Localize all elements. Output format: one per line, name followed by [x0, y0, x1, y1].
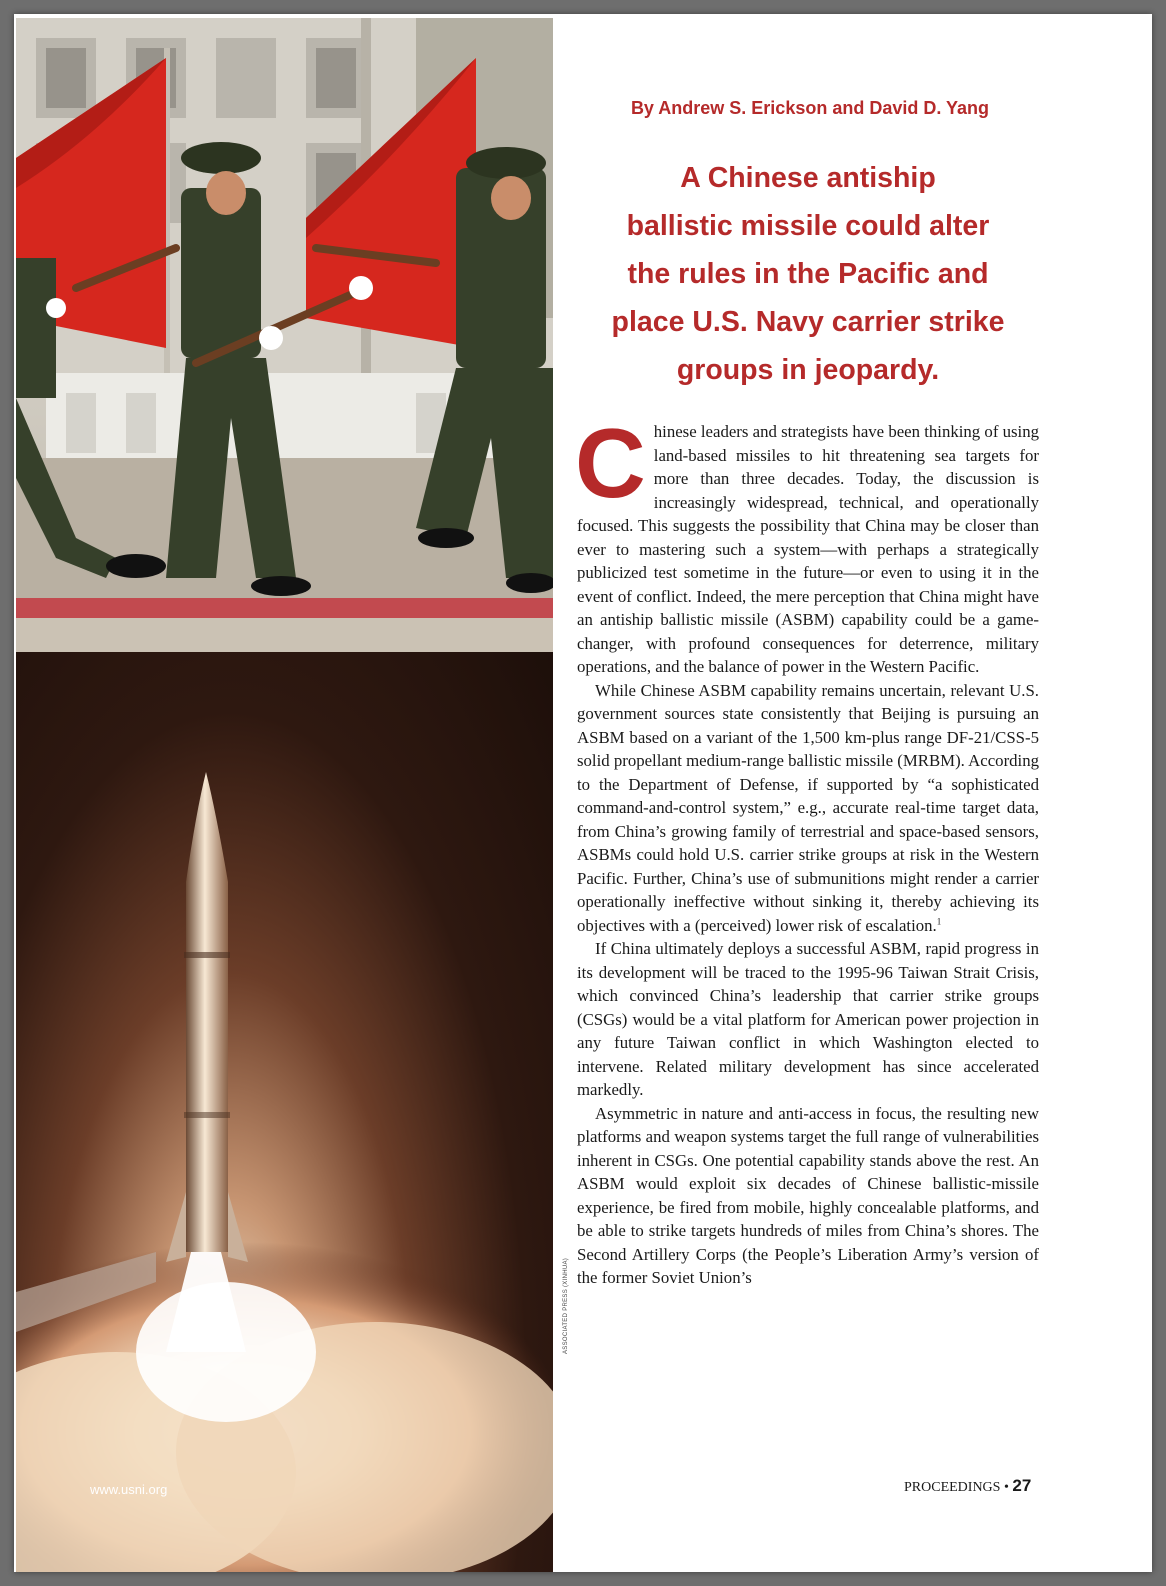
page-footer: [904, 1476, 1031, 1496]
deck-line: groups in jeopardy.: [676, 354, 940, 386]
deck-line: A Chinese antiship: [680, 162, 936, 194]
drop-cap: C: [575, 408, 646, 518]
deck-line: the rules in the Pacific and: [627, 258, 989, 290]
article-body: [575, 408, 1039, 1290]
paragraph-1: [575, 408, 1039, 679]
paragraph-2: [577, 679, 1039, 938]
publication-name: PROCEEDINGS: [904, 1480, 1001, 1495]
page-number: 27: [1012, 1476, 1032, 1495]
photo-credit: ASSOCIATED PRESS (XINHUA): [563, 1257, 569, 1354]
article-deck: [577, 154, 1039, 394]
deck-line: ballistic missile could alter: [626, 210, 990, 242]
paragraph-4: Asymmetric in nature and anti-access in focus, the resulting new platforms and weapon systems target the full range of vulnerabilities inherent in CSGs. One potential capability stands above the rest. An ASBM would exploit six decades of Chinese ballistic-missile experience, be fired from mobile, highly concealable platforms, and be able to strike targets hundreds of miles from China’s shores. The Second Artillery Corps (the People’s Liberation Army’s version of the former Soviet Union’s: [577, 1103, 1039, 1287]
paragraph-1-text: hinese leaders and strategists have been thinking of using land-based missiles to hit threatening sea targets for more than three decades. Today, the discussion is increasingly widespread, technical, and operationally focused. This suggests the possibility that China may be closer than ever to mastering such a system—with perhaps a strategically publicized test sometime in the future—or even to using it in the event of conflict. Indeed, the mere perception that China might have an antiship ballistic missile (ASBM) capability could be a game-changer, with profound consequences for deterrence, military operations, and the balance of power in the Western Pacific.: [577, 422, 1039, 676]
website-url[interactable]: www.usni.org: [90, 1482, 168, 1497]
magazine-page: [14, 14, 1152, 1572]
deck-line: place U.S. Navy carrier strike: [611, 306, 1005, 338]
parade-soldiers-photo: [16, 18, 553, 652]
paragraph-2-text: While Chinese ASBM capability remains uncertain, relevant U.S. government sources state consistently that Beijing is pursuing an ASBM based on a variant of the 1,500 km-plus range DF-21/CSS-5 solid propellant medium-range ballistic missile (MRBM). According to the Department of Defense, if supported by “a sophisticated command-and-control system,” e.g., accurate real-time target data, from China’s growing family of terrestrial and space-based sensors, ASBMs could hold U.S. carrier strike groups at risk in the Western Pacific. Further, China’s use of submunitions might render a carrier operationally ineffective without sinking it, thereby achieving its objectives with a (perceived) lower risk of escalation.: [577, 680, 1039, 935]
missile-launch-photo: [16, 652, 553, 1572]
byline: By Andrew S. Erickson and David D. Yang: [630, 98, 990, 118]
photo-column: [16, 18, 553, 1572]
footer-separator: •: [1003, 1480, 1009, 1495]
paragraph-3: If China ultimately deploys a successful ASBM, rapid progress in its development will be traced to the 1995-96 Taiwan Strait Crisis, which convinced China’s leadership that carrier strike groups (CSGs) would be a vital platform for American power projection in any future Taiwan conflict in which Washington elected to intervene. Related military development has since accelerated markedly.: [577, 939, 1039, 1099]
footnote-marker[interactable]: 1: [936, 915, 942, 926]
